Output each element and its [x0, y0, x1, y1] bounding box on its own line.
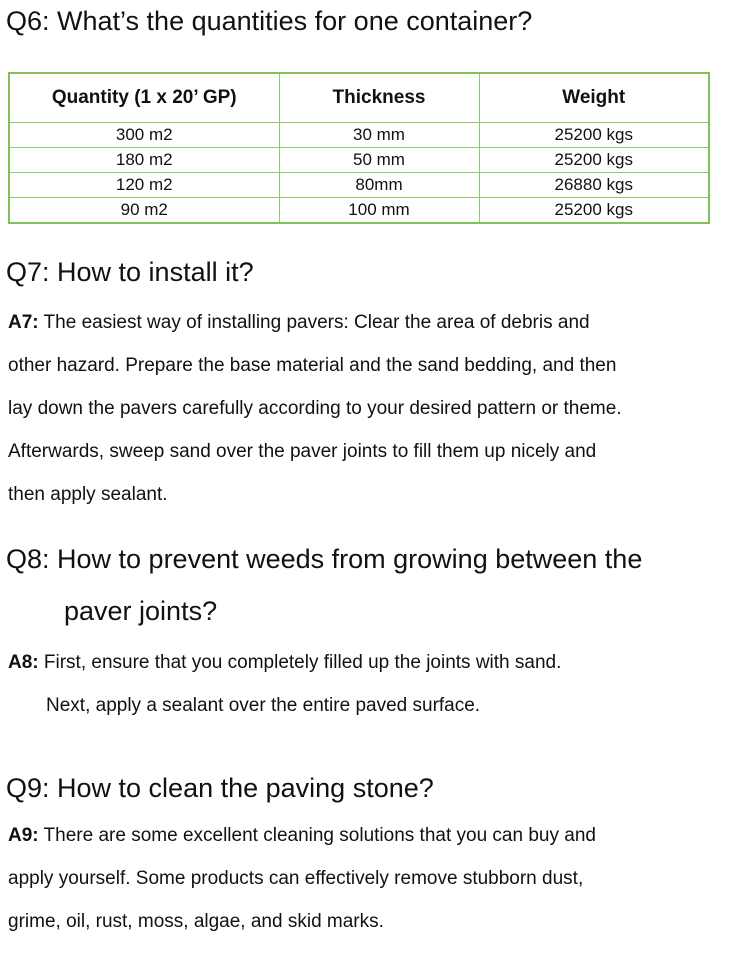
- answer-line: grime, oil, rust, moss, algae, and skid marks.: [8, 911, 384, 932]
- cell-thickness: 100 mm: [279, 198, 479, 224]
- cell-weight: 25200 kgs: [479, 148, 709, 173]
- quantities-table: [8, 72, 710, 224]
- table-row: [9, 148, 709, 173]
- answer-line: A8: First, ensure that you completely filled up the joints with sand.: [8, 652, 562, 673]
- answer-line: A7: The easiest way of installing pavers: Clear the area of debris and: [8, 312, 590, 333]
- q8-question: Q8: How to prevent weeds from growing between the: [6, 544, 643, 574]
- answer-line: then apply sealant.: [8, 484, 168, 505]
- table-row: [9, 173, 709, 198]
- cell-thickness: 30 mm: [279, 123, 479, 148]
- answer-label: A8:: [8, 652, 39, 673]
- table-row: [9, 123, 709, 148]
- cell-thickness: 50 mm: [279, 148, 479, 173]
- cell-quantity: 120 m2: [9, 173, 279, 198]
- answer-line: apply yourself. Some products can effectively remove stubborn dust,: [8, 868, 584, 889]
- cell-weight: 26880 kgs: [479, 173, 709, 198]
- answer-line: Next, apply a sealant over the entire paved surface.: [46, 695, 481, 716]
- table-row: [9, 198, 709, 224]
- cell-weight: 25200 kgs: [479, 198, 709, 224]
- answer-line: lay down the pavers carefully according to your desired pattern or theme.: [8, 398, 622, 419]
- cell-quantity: 300 m2: [9, 123, 279, 148]
- header-thickness: Thickness: [279, 73, 479, 123]
- cell-quantity: 90 m2: [9, 198, 279, 224]
- cell-thickness: 80mm: [279, 173, 479, 198]
- q9-question: Q9: How to clean the paving stone?: [6, 773, 434, 803]
- cell-quantity: 180 m2: [9, 148, 279, 173]
- answer-line: Afterwards, sweep sand over the paver joints to fill them up nicely and: [8, 441, 597, 462]
- header-quantity: Quantity (1 x 20’ GP): [9, 73, 279, 123]
- answer-line: other hazard. Prepare the base material and the sand bedding, and then: [8, 355, 617, 376]
- cell-weight: 25200 kgs: [479, 123, 709, 148]
- table-header-row: [9, 73, 709, 123]
- answer-line: A9: There are some excellent cleaning solutions that you can buy and: [8, 825, 596, 846]
- q6-question: Q6: What’s the quantities for one container?: [6, 6, 533, 36]
- answer-label: A7:: [8, 312, 39, 333]
- header-weight: Weight: [479, 73, 709, 123]
- answer-label: A9:: [8, 825, 39, 846]
- q7-question: Q7: How to install it?: [6, 257, 254, 287]
- q8-question-cont: paver joints?: [64, 596, 218, 626]
